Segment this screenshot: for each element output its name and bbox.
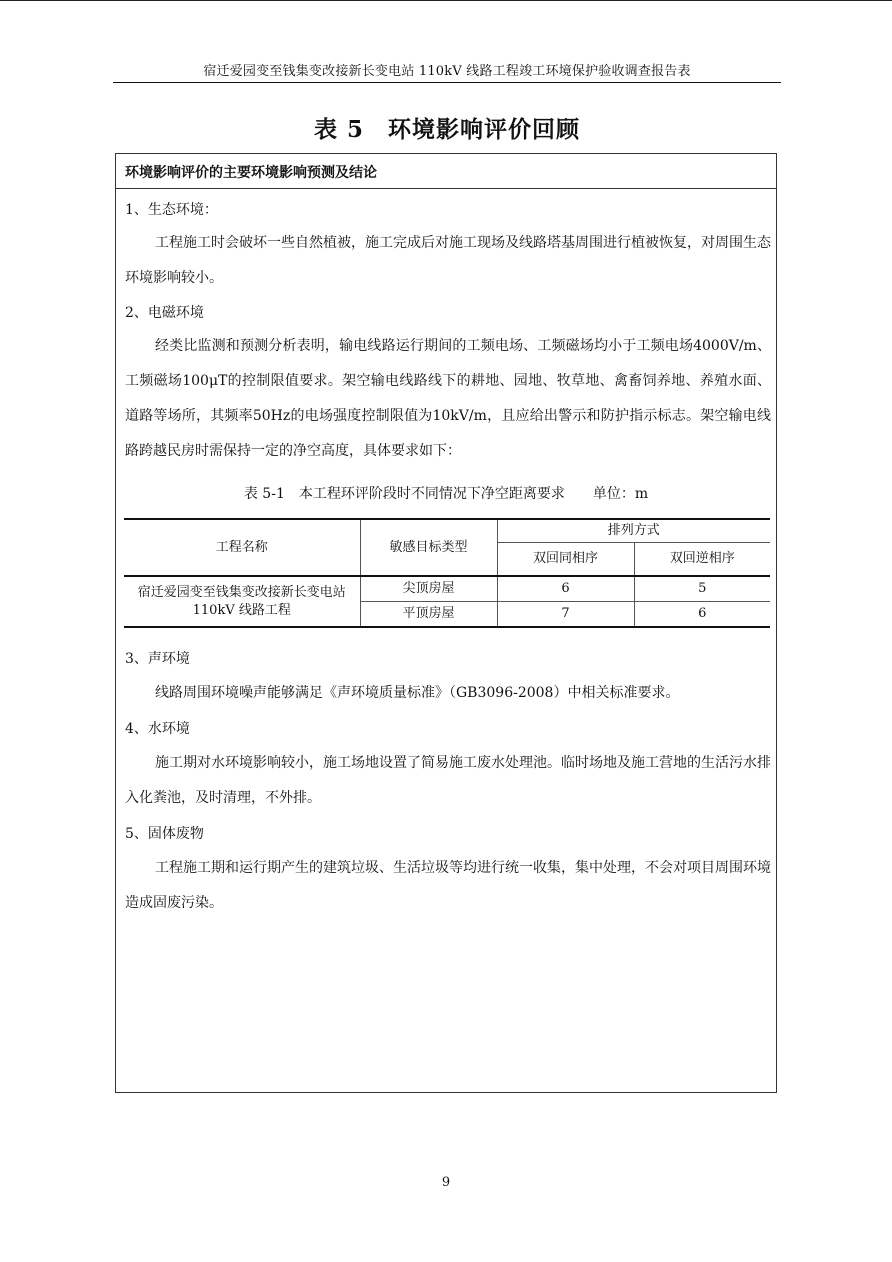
clearance-table [124, 518, 770, 628]
item-paragraph-electromagnetic: 经类比监测和预测分析表明，输电线路运行期间的工频电场、工频磁场均小于工频电场4000V/m、工频磁场100μT的控制限值要求。架空输电线路线下的耕地、园地、牧草地、禽畜饲养地、养殖水面、道路等场所，其频率50Hz的电场强度控制限值为10kV/m，且应给出警示和防护指示标志。架空输电线路跨越民房时需保持一定的净空高度，具体要求如下： [125, 338, 771, 459]
cell-target-type: 尖顶房屋 [360, 576, 497, 602]
header-same-phase: 双回同相序 [497, 543, 634, 577]
section-heading: 环境影响评价的主要环境影响预测及结论 [125, 165, 377, 181]
table-unit: 单位：m [592, 486, 649, 502]
section-heading-divider [116, 188, 776, 189]
item-title-ecology: 1、生态环境： [125, 202, 218, 218]
header-project-name: 工程名称 [124, 519, 360, 576]
cell-reverse-phase: 6 [634, 602, 770, 628]
project-name-line2: 110kV 线路工程 [192, 602, 291, 618]
item-title-electromagnetic: 2、电磁环境 [125, 305, 204, 321]
item-paragraph-ecology: 工程施工时会破坏一些自然植被，施工完成后对施工现场及线路塔基周围进行植被恢复，对周围生态环境影响较小。 [125, 235, 771, 286]
cell-same-phase: 7 [497, 602, 634, 628]
header-arrangement: 排列方式 [497, 519, 770, 543]
cell-same-phase: 6 [497, 576, 634, 602]
header-target-type: 敏感目标类型 [360, 519, 497, 576]
item-title-solid-waste: 5、固体废物 [125, 826, 204, 842]
page-number: 9 [441, 1175, 451, 1190]
header-divider [113, 82, 781, 83]
item-paragraph-solid-waste: 工程施工期和运行期产生的建筑垃圾、生活垃圾等均进行统一收集，集中处理，不会对项目周围环境造成固废污染。 [125, 860, 771, 911]
cell-project-name [124, 576, 360, 627]
item-title-water: 4、水环境 [125, 721, 190, 737]
page-top-border [0, 0, 892, 1]
running-header: 宿迁爱园变至钱集变改接新长变电站 110kV 线路工程竣工环境保护验收调查报告表 [203, 64, 691, 79]
cell-reverse-phase: 5 [634, 576, 770, 602]
item-paragraph-acoustic: 线路周围环境噪声能够满足《声环境质量标准》（GB3096-2008）中相关标准要求。 [155, 685, 680, 701]
item-title-acoustic: 3、声环境 [125, 651, 190, 667]
header-reverse-phase: 双回逆相序 [634, 543, 770, 577]
page-title: 表 5 环境影响评价回顾 [313, 116, 580, 143]
table-caption [116, 484, 776, 504]
item-paragraph-water: 施工期对水环境影响较小，施工场地设置了简易施工废水处理池。临时场地及施工营地的生活污水排入化粪池，及时清理，不外排。 [125, 755, 771, 806]
review-frame [115, 153, 777, 1093]
table-caption-text: 表 5-1 本工程环评阶段时不同情况下净空距离要求 [243, 486, 565, 502]
cell-target-type: 平顶房屋 [360, 602, 497, 628]
project-name-line1: 宿迁爱园变至钱集变改接新长变电站 [137, 584, 346, 600]
